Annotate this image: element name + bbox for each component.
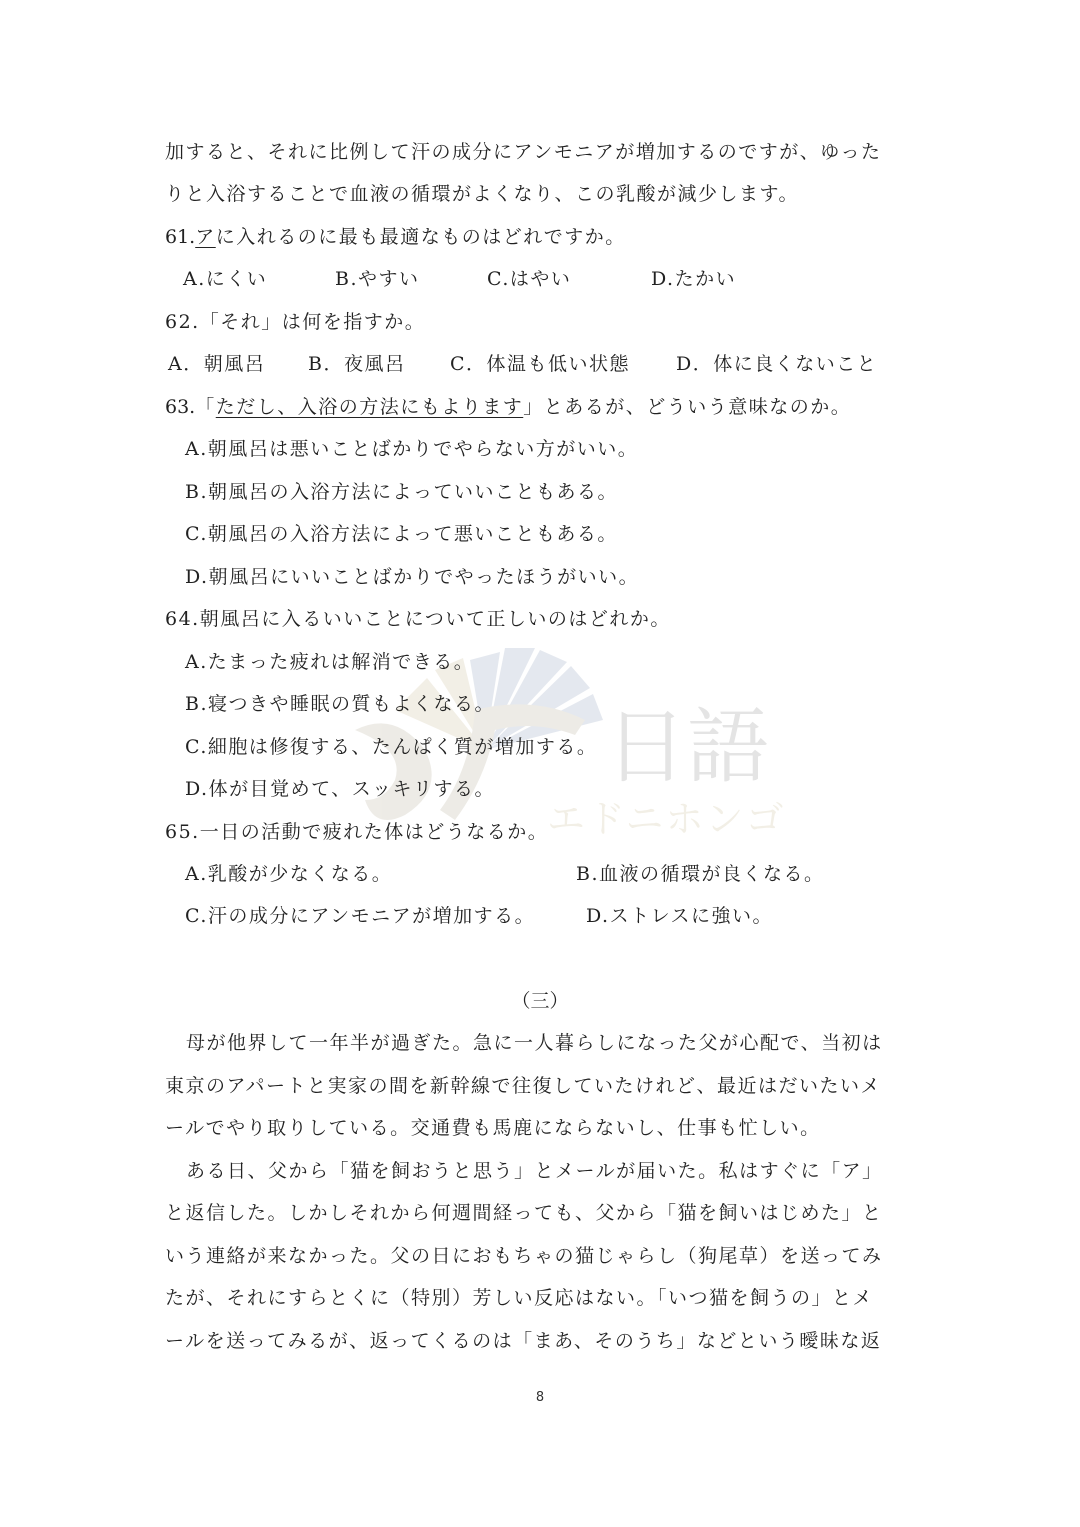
option-c[interactable]: C.細胞は修復する、たんぱく質が増加する。: [185, 736, 598, 758]
options-row-65-cd: [165, 902, 920, 930]
option-a[interactable]: A.たまった疲れは解消できる。: [185, 651, 475, 673]
option-b[interactable]: B.朝風呂の入浴方法によっていいこともある。: [185, 481, 619, 503]
option-d[interactable]: D.たかい: [651, 268, 737, 290]
option-d[interactable]: D．体に良くないこと: [676, 353, 878, 375]
option-a[interactable]: A.にくい: [183, 268, 268, 290]
passage-line: たが、それにすらとくに（特別）芳しい反応はない。「いつ猫を飼うの」とメ: [165, 1287, 874, 1309]
option-a[interactable]: A．朝風呂: [168, 353, 266, 375]
question-64: 64.朝風呂に入るいいことについて正しいのはどれか。: [165, 608, 671, 630]
passage-line: ある日、父から「猫を飼おうと思う」とメールが届いた。私はすぐに「ア」: [186, 1160, 883, 1182]
watermark-brand-text: 日語: [605, 700, 770, 795]
passage-line: と返信した。しかしそれから何週間経っても、父から「猫を飼いはじめた」と: [165, 1202, 883, 1224]
option-b[interactable]: B.寝つきや睡眠の質もよくなる。: [185, 693, 496, 715]
question-number: 61.: [165, 226, 196, 248]
underlined-term: ア: [195, 226, 216, 248]
passage-line: りと入浴することで血液の循環がよくなり、この乳酸が減少します。: [165, 183, 799, 205]
option-c[interactable]: C.汗の成分にアンモニアが増加する。: [185, 905, 536, 927]
passage-line: 母が他界して一年半が過ぎた。急に一人暮らしになった父が心配で、当初は: [186, 1032, 883, 1054]
question-text: に入れるのに最も最適なものはどれですか。: [215, 226, 626, 248]
option-b[interactable]: B.やすい: [335, 268, 420, 290]
watermark-kana-text: エドニホンゴ: [547, 797, 786, 841]
question-62: 62.「それ」は何を指すか。: [165, 311, 426, 333]
open-bracket: 「: [195, 396, 216, 418]
option-b[interactable]: B．夜風呂: [308, 353, 406, 375]
question-63: [165, 393, 920, 421]
question-65: 65.一日の活動で疲れた体はどうなるか。: [165, 821, 549, 843]
underlined-phrase: ただし、入浴の方法にもよります: [215, 396, 524, 418]
option-c[interactable]: C.はやい: [487, 268, 572, 290]
question-text: 」とあるが、どういう意味なのか。: [523, 396, 852, 418]
options-row-62: [168, 350, 923, 378]
page-number: 8: [535, 1390, 545, 1405]
option-d[interactable]: D.体が目覚めて、スッキリする。: [185, 778, 496, 800]
option-a[interactable]: A.朝風呂は悪いことばかりでやらない方がいい。: [185, 438, 639, 460]
option-b[interactable]: B.血液の循環が良くなる。: [576, 863, 825, 885]
option-c[interactable]: C.朝風呂の入浴方法によって悪いこともある。: [185, 523, 618, 545]
passage-line: ールでやり取りしている。交通費も馬鹿にならないし、仕事も忙しい。: [165, 1117, 821, 1139]
option-c[interactable]: C．体温も低い状態: [450, 353, 631, 375]
question-61: [165, 223, 920, 251]
passage-line: 加すると、それに比例して汗の成分にアンモニアが増加するのですが、ゆった: [165, 141, 882, 163]
options-row-61: [165, 265, 920, 293]
question-number: 63.: [165, 396, 196, 418]
option-a[interactable]: A.乳酸が少なくなる。: [185, 863, 393, 885]
passage-line: 東京のアパートと実家の間を新幹線で往復していたけれど、最近はだいたいメ: [165, 1075, 881, 1097]
passage-line: いう連絡が来なかった。父の日におもちゃの猫じゃらし（狗尾草）を送ってみ: [165, 1245, 883, 1267]
options-row-65-ab: [165, 860, 920, 888]
option-d[interactable]: D.ストレスに強い。: [586, 905, 774, 927]
passage-line: ールを送ってみるが、返ってくるのは「まあ、そのうち」などという曖昧な返: [165, 1330, 882, 1352]
option-d[interactable]: D.朝風呂にいいことばかりでやったほうがいい。: [185, 566, 640, 588]
edo-nihongo-watermark-logo: [335, 600, 805, 850]
section-title: （三）: [511, 990, 569, 1012]
